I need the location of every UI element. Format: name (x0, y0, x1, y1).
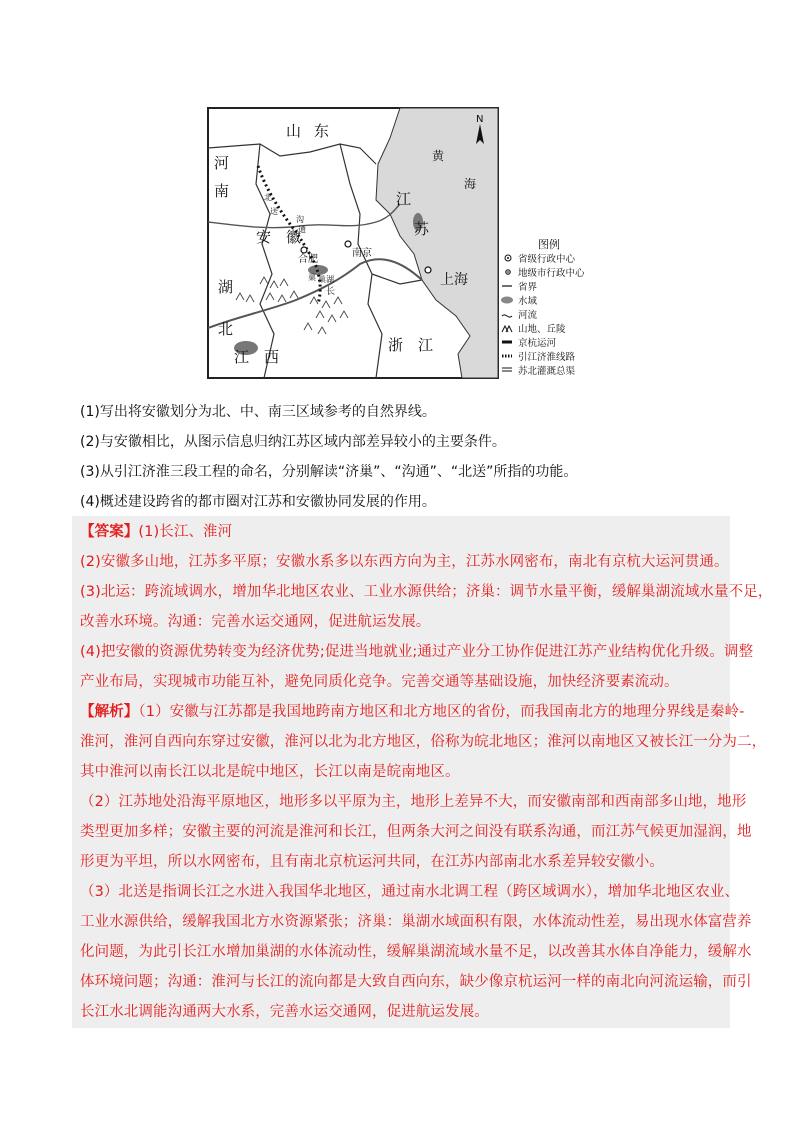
legend-label: 京杭运河 (518, 338, 557, 349)
region-label: 江 (396, 190, 412, 208)
region-label: 东 (314, 122, 330, 140)
city-label: 巢湖 (318, 275, 334, 284)
legend (501, 237, 585, 377)
region-label: 浙 (388, 336, 404, 354)
answer-line-5: (4)把安徽的资源优势转变为经济优势;促进当地就业;通过产业分工协作促进江苏产业结构优化升级。调整 (80, 644, 754, 660)
canal-label: 巢 (308, 273, 316, 282)
region-label: 苏 (414, 220, 430, 238)
legend-swatch-icon (502, 326, 512, 332)
city-hefei-marker (301, 247, 307, 253)
map-figure (200, 104, 612, 384)
analysis-line-8: 工业水源供给，缓解我国北方水资源紧张；济巢：巢湖水域面积有限，水体流动性差，易出现水体富营养 (80, 914, 752, 930)
answer-line-2: (2)安徽多山地，江苏多平原；安徽水系多以东西方向为主，江苏水网密布，南北有京杭大运河贯通。 (80, 554, 729, 570)
map-svg (200, 104, 612, 384)
svg-text:N: N (476, 114, 484, 125)
answer-line-6: 产业布局，实现城市功能互补，避免同质化竞争。完善交通等基础设施，加快经济要素流动。 (80, 674, 679, 690)
region-label: 徽 (286, 228, 302, 246)
region-label: 西 (264, 348, 280, 366)
city-shanghai-marker (425, 267, 431, 273)
city-label: 南京 (352, 248, 372, 259)
legend-swatch-icon (501, 297, 513, 304)
canal-label: 北 (264, 193, 272, 202)
canal-label: 通 (298, 225, 306, 234)
legend-label: 水域 (518, 296, 538, 307)
legend-label: 省级行政中心 (518, 254, 576, 265)
analysis-line-10: 体环境问题；沟通：淮河与长江的流向都是大致自西向东，缺少像京杭运河一样的南北向河流运输，而引 (80, 974, 752, 990)
canal-label: 沟 (296, 215, 304, 224)
analysis-line-3: 其中淮河以南长江以北是皖中地区，长江以南是皖南地区。 (80, 764, 460, 780)
legend-label: 山地、丘陵 (518, 324, 566, 335)
legend-swatch-icon (502, 368, 512, 371)
region-label: 江 (234, 348, 250, 366)
analysis-line-2: 淮河，淮河自西向东穿过安徽，淮河以北为北方地区，俗称为皖北地区；淮河以南地区又被长江一分为二， (80, 734, 767, 750)
legend-label: 苏北灌溉总渠 (518, 366, 576, 377)
region-label: 上海 (440, 272, 468, 288)
question-3: (3)从引江济淮三段工程的命名，分别解读“济巢”、“沟通”、“北送”所指的功能。 (80, 464, 578, 480)
city-nanjing-marker (345, 241, 351, 247)
region-label: 湖 (218, 278, 234, 296)
answer-block (72, 516, 773, 1028)
analysis-line-6: 形更为平坦，所以水网密布，且有南北京杭运河共同，在江苏内部南北水系差异较安徽小。 (80, 854, 664, 870)
analysis-line-9: 化问题，为此引长江水增加巢湖的水体流动性，缓解巢湖流域水量不足，以改善其水体自净能力，缓解水 (80, 944, 752, 960)
answer-line-4: 改善水环境。沟通：完善水运交通网，促进航运发展。 (80, 614, 431, 630)
analysis-line-11: 长江水北调能沟通两大水系，完善水运交通网，促进航运发展。 (80, 1004, 489, 1020)
region-label: 河 (214, 154, 230, 172)
legend-label: 地级市行政中心 (518, 268, 585, 279)
answer-line-1: 【答案】(1)长江、淮河 (80, 524, 233, 540)
region-label: 北 (218, 320, 234, 338)
question-2: (2)与安徽相比，从图示信息归纳江苏区域内部差异较小的主要条件。 (80, 434, 506, 450)
canal-label: 长 (326, 287, 336, 297)
analysis-line-5: 类型更加多样；安徽主要的河流是淮河和长江，但两条大河之间没有联系沟通，而江苏气候更加湿润，地 (80, 824, 752, 840)
answer-tag: 【答案】 (80, 524, 139, 540)
legend-label: 省界 (518, 282, 538, 293)
analysis-line-4: （2）江苏地处沿海平原地区，地形多以平原为主，地形上差异不大，而安徽南部和西南部多山地，地形 (80, 794, 747, 810)
question-1: (1)写出将安徽划分为北、中、南三区域参考的自然界线。 (80, 404, 436, 420)
analysis-tag: 【解析】 (80, 704, 139, 720)
sea-label: 黄 (432, 149, 445, 163)
answer-line-3: (3)北运：跨流域调水，增加华北地区农业、工业水源供给；济巢：调节水量平衡，缓解巢湖流域水量不足， (80, 584, 773, 600)
legend-label: 河流 (518, 310, 538, 321)
legend-swatch-icon (502, 315, 512, 317)
city-label: 合肥 (298, 254, 318, 265)
region-label: 安 (256, 228, 272, 246)
legend-title: 图例 (538, 238, 560, 251)
region-label: 山 (286, 122, 302, 140)
region-label: 南 (214, 182, 230, 200)
legend-label: 引江济淮线路 (518, 352, 576, 363)
question-4: (4)概述建设跨省的都市圈对江苏和安徽协同发展的作用。 (80, 494, 436, 510)
analysis-line-1: 【解析】（1）安徽与江苏都是我国地跨南方地区和北方地区的省份，而我国南北方的地理分界线是秦岭- (80, 704, 745, 720)
region-label: 江 (418, 336, 434, 354)
analysis-line-7: （3）北送是指调长江之水进入我国华北地区，通过南水北调工程（跨区域调水），增加华北地区农业、 (80, 884, 740, 900)
canal-label: 送 (270, 207, 278, 216)
sea-label: 海 (464, 177, 477, 191)
legend-swatch-icon (506, 270, 511, 275)
